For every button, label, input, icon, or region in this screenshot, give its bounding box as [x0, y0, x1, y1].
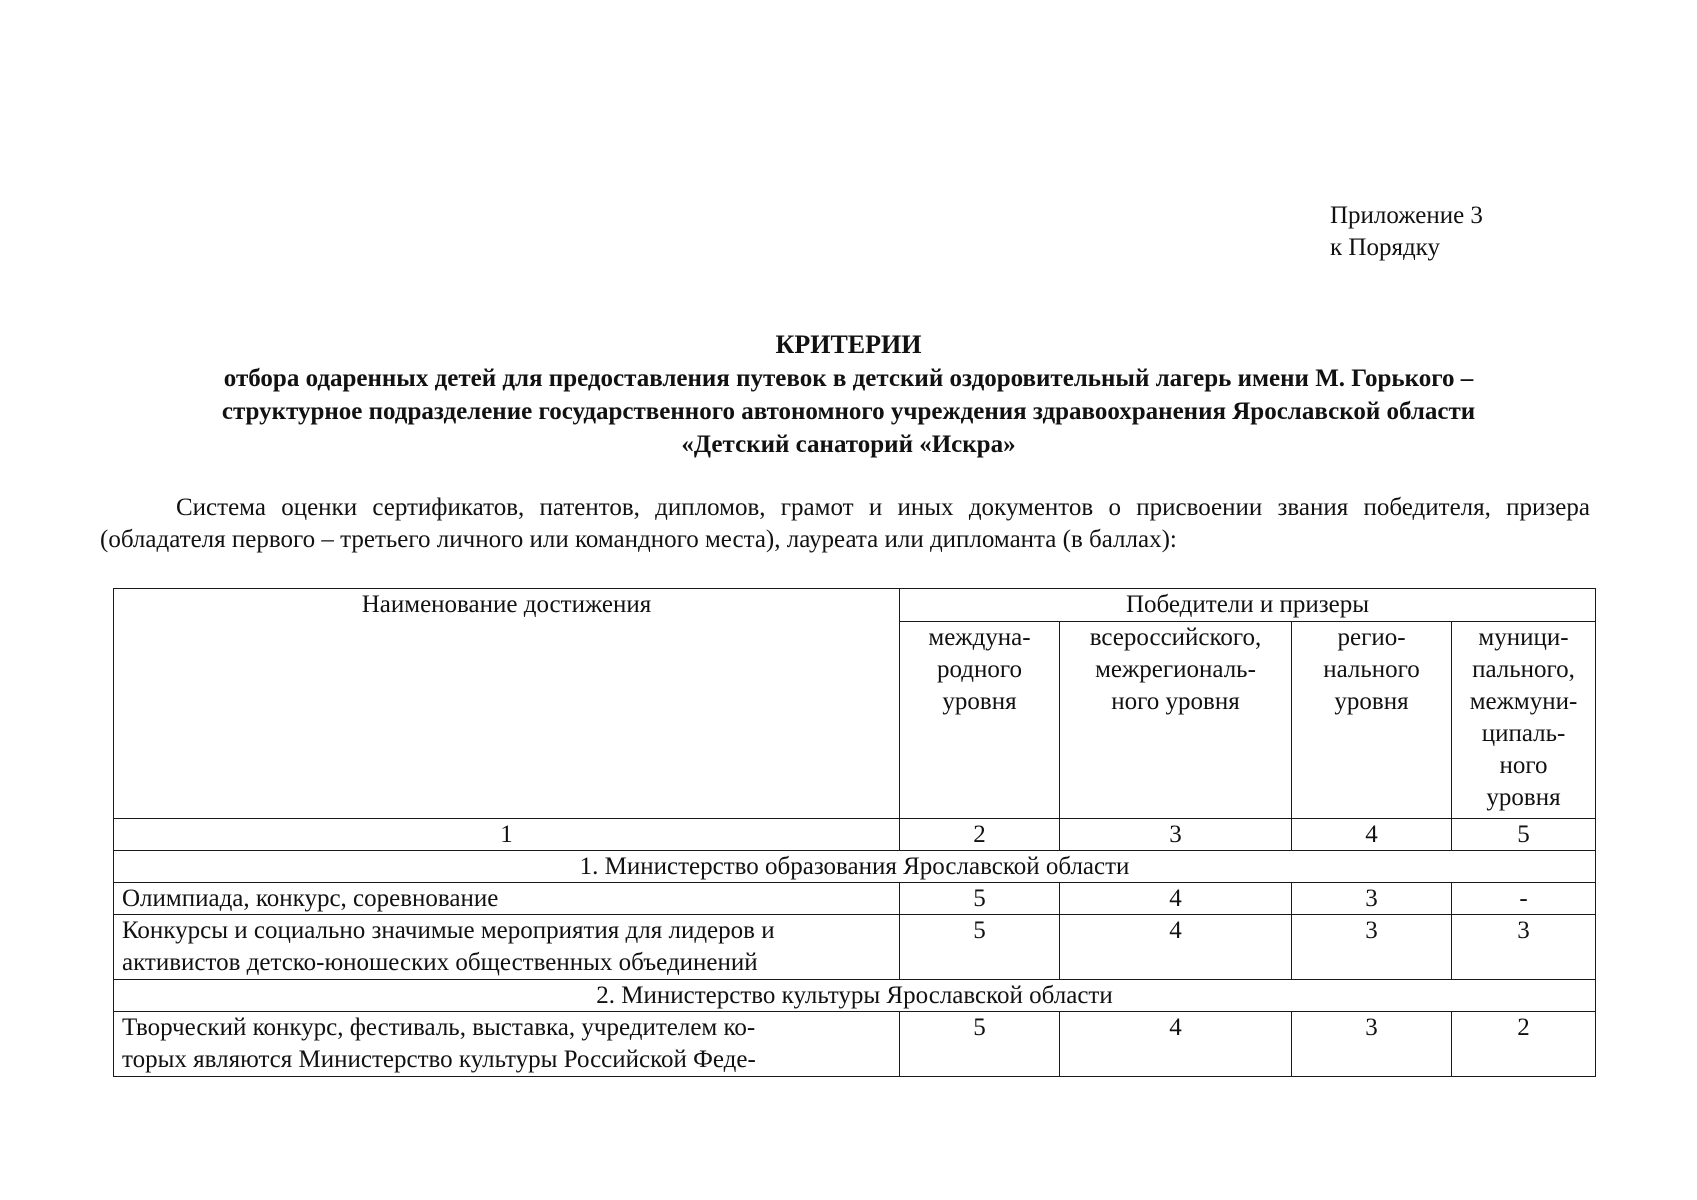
achievement-line: активистов детско-юношеских общественных объединений: [122, 949, 758, 976]
header-level-line: уровня: [1486, 784, 1561, 811]
achievement-name: [114, 1012, 900, 1077]
header-achievement-name: Наименование достижения: [114, 589, 900, 819]
column-number: 2: [900, 819, 1060, 851]
column-number-row: [114, 819, 1596, 851]
achievement-line: Творческий конкурс, фестиваль, выставка, учредителем ко-: [122, 1014, 756, 1041]
achievement-line: торых являются Министерство культуры Российской Феде-: [122, 1046, 756, 1073]
header-level-line: нального: [1323, 656, 1420, 683]
document-title: [90, 328, 1607, 461]
appendix-line-1: Приложение 3: [1330, 202, 1483, 229]
intro-paragraph: Система оценки сертификатов, патентов, дипломов, грамот и иных документов о присвоении звания победителя, призера (обладателя первого – третьего личного или командного места), лауреата или дипломанта (в баллах):: [100, 494, 1590, 553]
score-cell: 3: [1292, 1012, 1452, 1077]
column-number: 4: [1292, 819, 1452, 851]
header-level-national: [1060, 622, 1292, 819]
table-row: [114, 915, 1596, 980]
table-row: [114, 1012, 1596, 1077]
appendix-reference: [1330, 200, 1483, 264]
title-line-3: «Детский санаторий «Искра»: [681, 431, 1016, 458]
achievement-line: Олимпиада, конкурс, соревнование: [122, 885, 499, 912]
column-number: 5: [1452, 819, 1596, 851]
header-level-line: пального,: [1472, 656, 1575, 683]
score-cell: 3: [1292, 915, 1452, 980]
header-level-line: регио-: [1337, 624, 1406, 651]
header-level-line: уровня: [942, 688, 1017, 715]
score-cell: 5: [900, 1012, 1060, 1077]
header-level-line: всероссийского,: [1089, 624, 1262, 651]
title-heading: КРИТЕРИИ: [775, 330, 922, 359]
score-cell: 5: [900, 883, 1060, 915]
title-line-2: структурное подразделение государственного автономного учреждения здравоохранения Ярославской области: [221, 398, 1476, 425]
achievement-name: [114, 883, 900, 915]
score-cell: 4: [1060, 1012, 1292, 1077]
score-cell: -: [1452, 883, 1596, 915]
header-winners-group: Победители и призеры: [900, 589, 1596, 622]
header-level-line: межмуни-: [1469, 688, 1578, 715]
header-level-municipal: [1452, 622, 1596, 819]
header-level-line: межрегиональ-: [1095, 656, 1256, 683]
table-header-row: [114, 589, 1596, 622]
header-level-line: родного: [936, 656, 1022, 683]
header-level-line: междуна-: [928, 624, 1031, 651]
table-row: [114, 883, 1596, 915]
header-level-international: [900, 622, 1060, 819]
column-number: 3: [1060, 819, 1292, 851]
header-level-line: муници-: [1478, 624, 1569, 651]
achievement-line: Конкурсы и социально значимые мероприятия для лидеров и: [122, 917, 775, 944]
header-level-regional: [1292, 622, 1452, 819]
section-title: 1. Министерство образования Ярославской области: [114, 851, 1596, 883]
title-line-1: отбора одаренных детей для предоставления путевок в детский оздоровительный лагерь имени М. Горького –: [223, 365, 1474, 392]
score-cell: 5: [900, 915, 1060, 980]
header-level-line: уровня: [1334, 688, 1409, 715]
score-cell: 3: [1452, 915, 1596, 980]
appendix-line-2: к Порядку: [1330, 234, 1440, 261]
section-row: [114, 980, 1596, 1012]
score-cell: 3: [1292, 883, 1452, 915]
section-row: [114, 851, 1596, 883]
score-cell: 2: [1452, 1012, 1596, 1077]
criteria-table: [113, 588, 1596, 1077]
score-cell: 4: [1060, 915, 1292, 980]
score-cell: 4: [1060, 883, 1292, 915]
header-level-line: ципаль-: [1481, 720, 1566, 747]
column-number: 1: [114, 819, 900, 851]
header-level-line: ного уровня: [1111, 688, 1240, 715]
achievement-name: [114, 915, 900, 980]
header-level-line: ного: [1499, 752, 1548, 779]
section-title: 2. Министерство культуры Ярославской области: [114, 980, 1596, 1012]
